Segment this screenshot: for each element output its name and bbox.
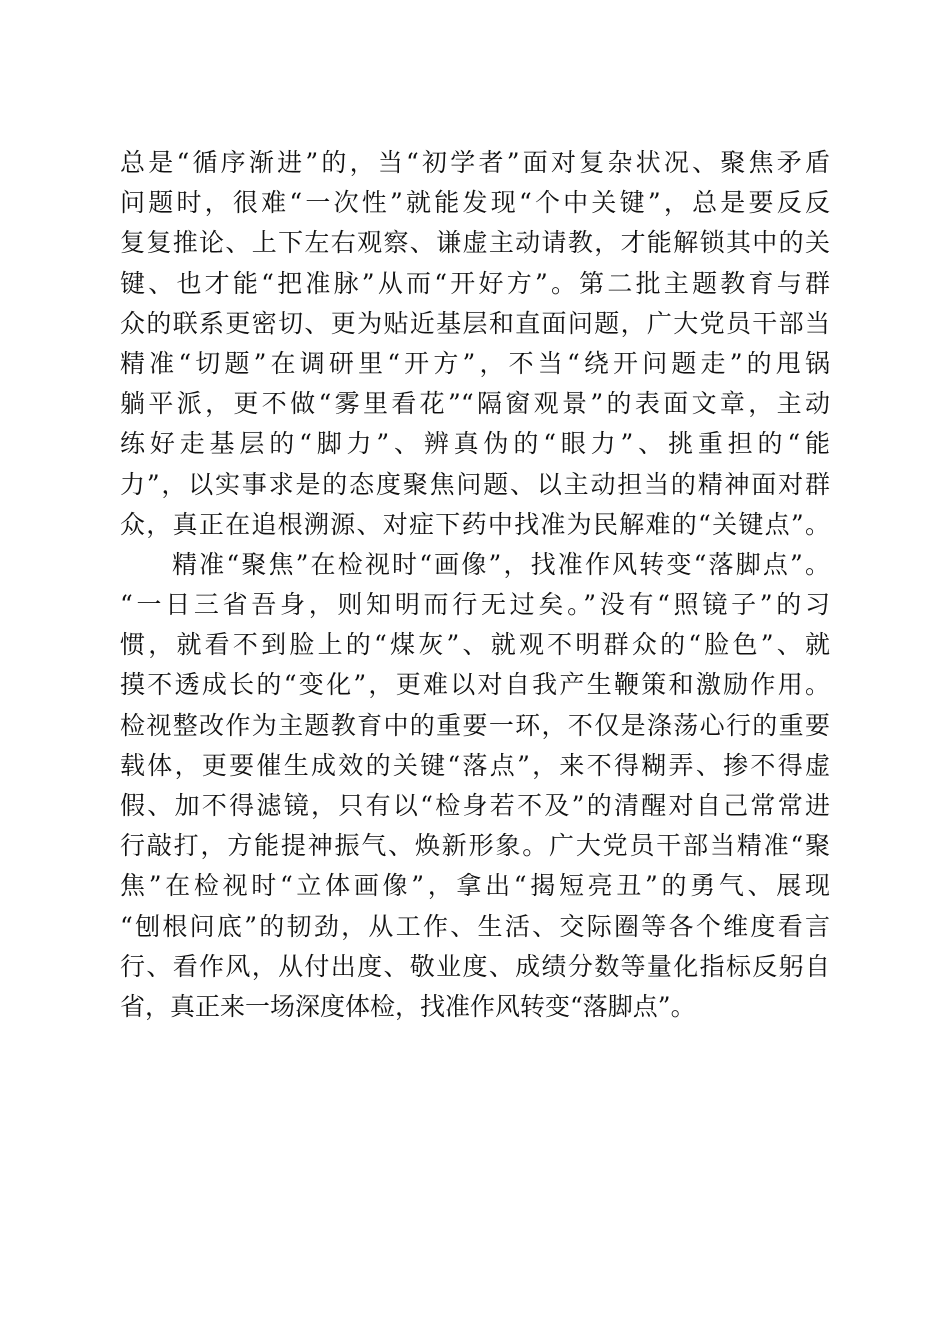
text-line: 行敲打，方能提神振气、焕新形象。广大党员干部当精准“聚 [120,831,830,861]
body-text [120,143,830,1027]
text-line: 练好走基层的“脚力”、辨真伪的“眼力”、挑重担的“能 [120,429,830,459]
text-line: 假、加不得滤镜，只有以“检身若不及”的清醒对自己常常进 [120,791,830,820]
text-line: 载体，更要催生成效的关键“落点”，来不得糊弄、掺不得虚 [120,750,830,780]
text-line: 行、看作风，从付出度、敬业度、成绩分数等量化指标反躬自 [120,951,830,981]
text-line: 众，真正在追根溯源、对症下药中找准为民解难的“关键点”。 [120,509,830,539]
text-line: 力”，以实事求是的态度聚焦问题、以主动担当的精神面对群 [120,469,830,499]
paragraph [120,545,830,1027]
text-line: 省，真正来一场深度体检，找准作风转变“落脚点”。 [120,991,696,1021]
text-line: 焦”在检视时“立体画像”，拿出“揭短亮丑”的勇气、展现 [120,871,830,901]
text-line: 总是“循序渐进”的，当“初学者”面对复杂状况、聚焦矛盾 [120,148,830,177]
text-line: 复复推论、上下左右观察、谦虚主动请教，才能解锁其中的关 [120,228,830,258]
text-line: 问题时，很难“一次性”就能发现“个中关键”，总是要反反 [120,188,830,218]
text-line: “一日三省吾身，则知明而行无过矣。”没有“照镜子”的习 [120,590,830,620]
text-line: 躺平派，更不做“雾里看花”“隔窗观景”的表面文章，主动 [120,389,830,419]
text-line: 精准“切题”在调研里“开方”，不当“绕开问题走”的甩锅 [120,348,830,378]
paragraph [120,143,830,545]
text-line: 检视整改作为主题教育中的重要一环，不仅是涤荡心行的重要 [120,710,830,740]
text-line: 键、也才能“把准脉”从而“开好方”。第二批主题教育与群 [120,268,830,298]
text-line: 众的联系更密切、更为贴近基层和直面问题，广大党员干部当 [120,308,830,338]
text-line: 摸不透成长的“变化”，更难以对自我产生鞭策和激励作用。 [120,670,830,700]
text-line: 惯，就看不到脸上的“煤灰”、就观不明群众的“脸色”、就 [120,630,830,660]
text-line: “刨根问底”的韧劲，从工作、生活、交际圈等各个维度看言 [120,911,830,941]
text-line: 精准“聚焦”在检视时“画像”，找准作风转变“落脚点”。 [172,549,830,579]
